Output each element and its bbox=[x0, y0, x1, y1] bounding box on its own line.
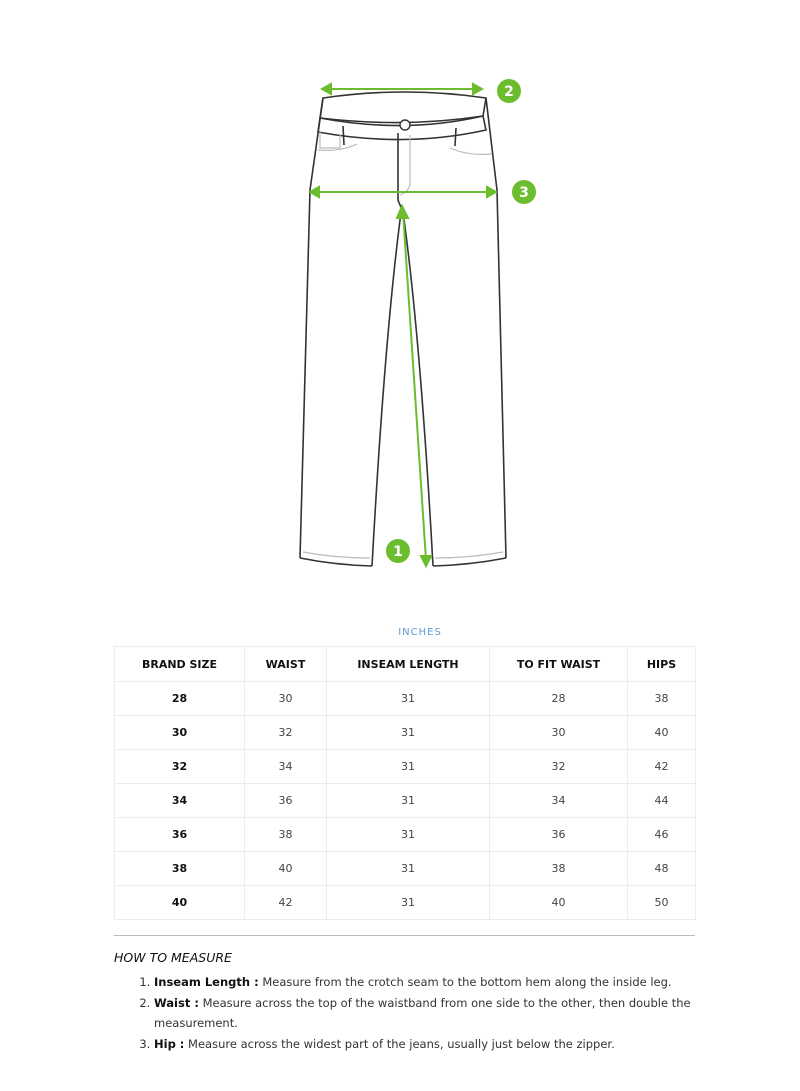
cell-to-fit-waist: 32 bbox=[490, 750, 628, 784]
unit-label: INCHES bbox=[398, 627, 442, 638]
header-brand-size: BRAND SIZE bbox=[115, 647, 245, 682]
cell-inseam: 31 bbox=[327, 750, 490, 784]
cell-waist: 42 bbox=[245, 886, 327, 920]
cell-to-fit-waist: 34 bbox=[490, 784, 628, 818]
cell-brand-size: 34 bbox=[115, 784, 245, 818]
cell-waist: 30 bbox=[245, 682, 327, 716]
table-row bbox=[115, 818, 696, 852]
step-term: Hip : bbox=[154, 1037, 185, 1051]
marker-3-icon bbox=[512, 180, 536, 204]
list-item bbox=[154, 972, 724, 992]
list-item bbox=[154, 1034, 724, 1054]
cell-waist: 38 bbox=[245, 818, 327, 852]
cell-to-fit-waist: 36 bbox=[490, 818, 628, 852]
cell-brand-size: 30 bbox=[115, 716, 245, 750]
cell-hips: 46 bbox=[628, 818, 696, 852]
table-row bbox=[115, 886, 696, 920]
cell-waist: 40 bbox=[245, 852, 327, 886]
table-row bbox=[115, 784, 696, 818]
svg-text:2: 2 bbox=[504, 84, 514, 100]
table-row bbox=[115, 716, 696, 750]
cell-waist: 32 bbox=[245, 716, 327, 750]
cell-inseam: 31 bbox=[327, 818, 490, 852]
cell-brand-size: 32 bbox=[115, 750, 245, 784]
cell-inseam: 31 bbox=[327, 886, 490, 920]
cell-hips: 38 bbox=[628, 682, 696, 716]
button-icon bbox=[400, 120, 410, 130]
step-term: Inseam Length : bbox=[154, 975, 259, 989]
measure-steps-list bbox=[140, 972, 724, 1055]
step-text: Measure from the crotch seam to the bottom hem along the inside leg. bbox=[258, 975, 672, 989]
cell-brand-size: 28 bbox=[115, 682, 245, 716]
marker-1-icon bbox=[386, 539, 410, 563]
svg-text:1: 1 bbox=[393, 544, 403, 560]
cell-to-fit-waist: 28 bbox=[490, 682, 628, 716]
header-inseam-length: INSEAM LENGTH bbox=[327, 647, 490, 682]
cell-hips: 48 bbox=[628, 852, 696, 886]
cell-to-fit-waist: 38 bbox=[490, 852, 628, 886]
list-item bbox=[154, 993, 724, 1033]
cell-hips: 40 bbox=[628, 716, 696, 750]
cell-to-fit-waist: 40 bbox=[490, 886, 628, 920]
cell-inseam: 31 bbox=[327, 716, 490, 750]
cell-brand-size: 40 bbox=[115, 886, 245, 920]
cell-inseam: 31 bbox=[327, 784, 490, 818]
header-hips: HIPS bbox=[628, 647, 696, 682]
jeans-outline bbox=[300, 92, 506, 566]
table-row bbox=[115, 750, 696, 784]
cell-hips: 50 bbox=[628, 886, 696, 920]
step-text: Measure across the widest part of the jeans, usually just below the zipper. bbox=[184, 1037, 615, 1051]
how-to-measure-title: HOW TO MEASURE bbox=[114, 950, 232, 965]
size-chart-table bbox=[114, 646, 696, 920]
cell-brand-size: 36 bbox=[115, 818, 245, 852]
cell-inseam: 31 bbox=[327, 682, 490, 716]
cell-hips: 44 bbox=[628, 784, 696, 818]
cell-brand-size: 38 bbox=[115, 852, 245, 886]
svg-text:3: 3 bbox=[519, 185, 529, 201]
cell-inseam: 31 bbox=[327, 852, 490, 886]
cell-hips: 42 bbox=[628, 750, 696, 784]
header-to-fit-waist: TO FIT WAIST bbox=[490, 647, 628, 682]
table-row bbox=[115, 682, 696, 716]
header-waist: WAIST bbox=[245, 647, 327, 682]
section-divider bbox=[114, 935, 695, 936]
step-term: Waist : bbox=[154, 996, 199, 1010]
cell-waist: 36 bbox=[245, 784, 327, 818]
step-text: Measure across the top of the waistband from one side to the other, then double the measurement. bbox=[154, 996, 691, 1030]
cell-to-fit-waist: 30 bbox=[490, 716, 628, 750]
cell-waist: 34 bbox=[245, 750, 327, 784]
table-header-row bbox=[115, 647, 696, 682]
marker-2-icon bbox=[497, 79, 521, 103]
table-row bbox=[115, 852, 696, 886]
